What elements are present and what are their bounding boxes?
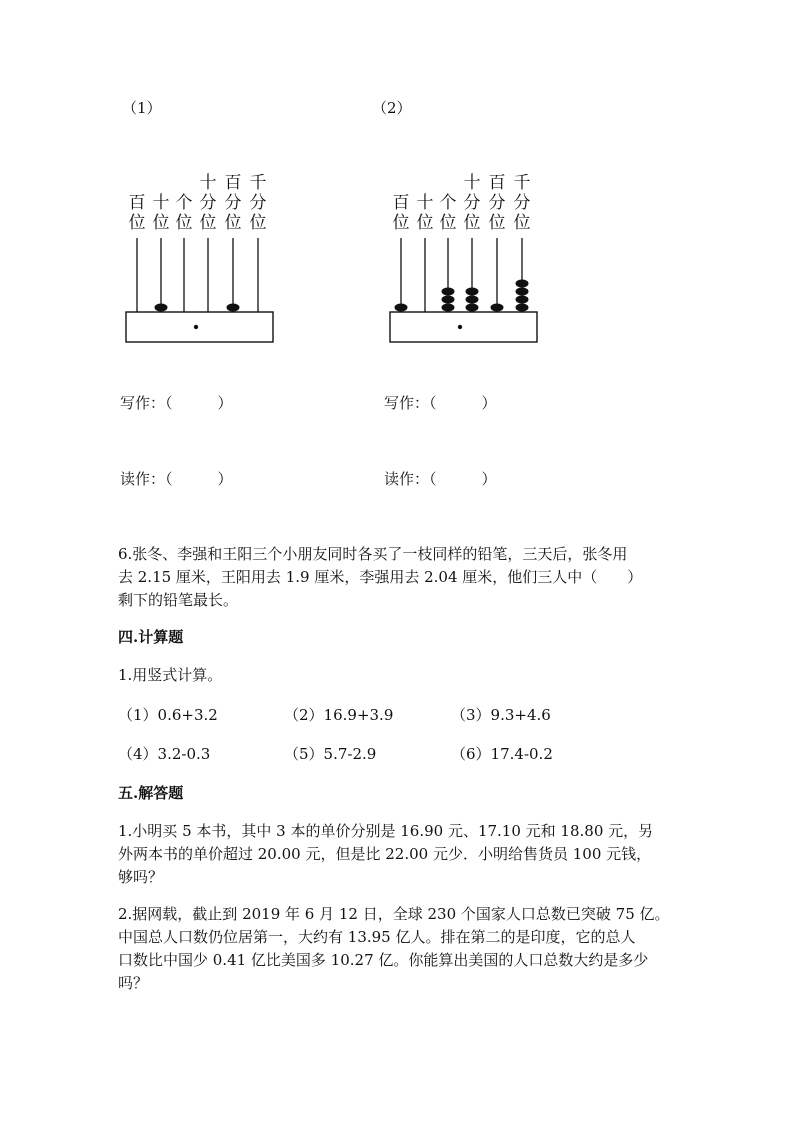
- abacus-bead: [442, 304, 455, 312]
- abacus-bead: [491, 304, 504, 312]
- place-label-char: 分: [463, 193, 481, 213]
- read-answer-2: 读作：（ ）: [384, 470, 497, 488]
- place-label-char: 位: [463, 213, 481, 233]
- abacus-bead: [516, 304, 529, 312]
- question-6-line: 剩下的铅笔最长。: [118, 591, 239, 609]
- question-line: 口数比中国少 0.41 亿比美国多 10.27 亿。你能算出美国的人口总数大约是多少: [118, 951, 649, 969]
- abacus-bead: [466, 288, 479, 296]
- place-label-char: 分: [513, 193, 531, 213]
- calc-item: （4）3.2-0.3: [118, 745, 211, 763]
- place-label-char: 位: [249, 213, 267, 233]
- place-label-char: 分: [199, 193, 217, 213]
- question-line: 1.小明买 5 本书，其中 3 本的单价分别是 16.90 元、17.10 元和 18.80 元，另: [118, 822, 654, 840]
- place-label-char: 十: [152, 193, 170, 213]
- place-label-char: 百: [488, 173, 506, 193]
- place-label-char: 位: [513, 213, 531, 233]
- question-6-line: 6.张冬、李强和王阳三个小朋友同时各买了一枝同样的铅笔，三天后，张冬用: [118, 545, 628, 563]
- question-6-line: 去 2.15 厘米，王阳用去 1.9 厘米，李强用去 2.04 厘米，他们三人中（ ）: [118, 568, 643, 586]
- section-5-question-1: [118, 820, 678, 889]
- section-5-title: 五.解答题: [118, 784, 184, 802]
- calc-item: （6）17.4-0.2: [451, 745, 553, 763]
- abacus-bead: [442, 288, 455, 296]
- decimal-point-dot: [458, 325, 462, 329]
- place-label-char: 位: [488, 213, 506, 233]
- place-label-char: 千: [249, 173, 267, 193]
- read-answer-1: 读作：（ ）: [120, 470, 233, 488]
- place-label-char: 千: [513, 173, 531, 193]
- abacus-bead: [227, 304, 240, 312]
- place-label-char: 分: [488, 193, 506, 213]
- decimal-point-dot: [194, 325, 198, 329]
- section-4-question-1: 1.用竖式计算。: [118, 666, 223, 684]
- calc-item: （1）0.6+3.2: [118, 706, 218, 724]
- place-label-char: 个: [439, 193, 457, 213]
- place-label-char: 十: [463, 173, 481, 193]
- place-label-char: 分: [224, 193, 242, 213]
- abacus-bead: [516, 288, 529, 296]
- abacus-bead: [516, 296, 529, 304]
- abacus-bead: [395, 304, 408, 312]
- place-label-char: 位: [224, 213, 242, 233]
- calc-item: （2）16.9+3.9: [284, 706, 394, 724]
- write-answer-2: 写作：（ ）: [384, 394, 497, 412]
- abacus-bead: [516, 280, 529, 288]
- place-label-char: 位: [199, 213, 217, 233]
- question-line: 中国总人口数仍位居第一，大约有 13.95 亿人。排在第二的是印度，它的总人: [118, 928, 636, 946]
- abacus-1-label: （1）: [122, 99, 162, 117]
- section-5-question-2: [118, 903, 678, 995]
- question-line: 外两本书的单价超过 20.00 元，但是比 22.00 元少．小明给售货员 100 元钱，: [118, 845, 652, 863]
- question-line: 2.据网载，截止到 2019 年 6 月 12 日，全球 230 个国家人口总数已突破 75 亿。: [118, 905, 670, 923]
- abacus-bead: [155, 304, 168, 312]
- place-label-char: 百: [128, 193, 146, 213]
- abacus-bead: [442, 296, 455, 304]
- place-label-char: 百: [224, 173, 242, 193]
- place-label-char: 十: [199, 173, 217, 193]
- abacus-frame: [126, 312, 273, 342]
- place-label-char: 位: [392, 213, 410, 233]
- question-6: [118, 543, 678, 612]
- place-label-char: 位: [128, 213, 146, 233]
- section-4-title: 四.计算题: [118, 628, 184, 646]
- abacus-bead: [466, 304, 479, 312]
- place-label-char: 位: [416, 213, 434, 233]
- place-label-char: 个: [175, 193, 193, 213]
- place-label-char: 位: [175, 213, 193, 233]
- abacus-frame: [390, 312, 537, 342]
- abacus-bead: [466, 296, 479, 304]
- place-label-char: 位: [439, 213, 457, 233]
- question-line: 吗？: [118, 974, 149, 992]
- question-line: 够吗？: [118, 868, 164, 886]
- abacus-2-label: （2）: [372, 99, 412, 117]
- place-label-char: 十: [416, 193, 434, 213]
- calc-item: （3）9.3+4.6: [451, 706, 551, 724]
- abacus-2: [382, 170, 552, 350]
- write-answer-1: 写作：（ ）: [120, 394, 233, 412]
- place-label-char: 百: [392, 193, 410, 213]
- place-label-char: 分: [249, 193, 267, 213]
- abacus-1: [118, 170, 288, 350]
- place-label-char: 位: [152, 213, 170, 233]
- calc-item: （5）5.7-2.9: [284, 745, 377, 763]
